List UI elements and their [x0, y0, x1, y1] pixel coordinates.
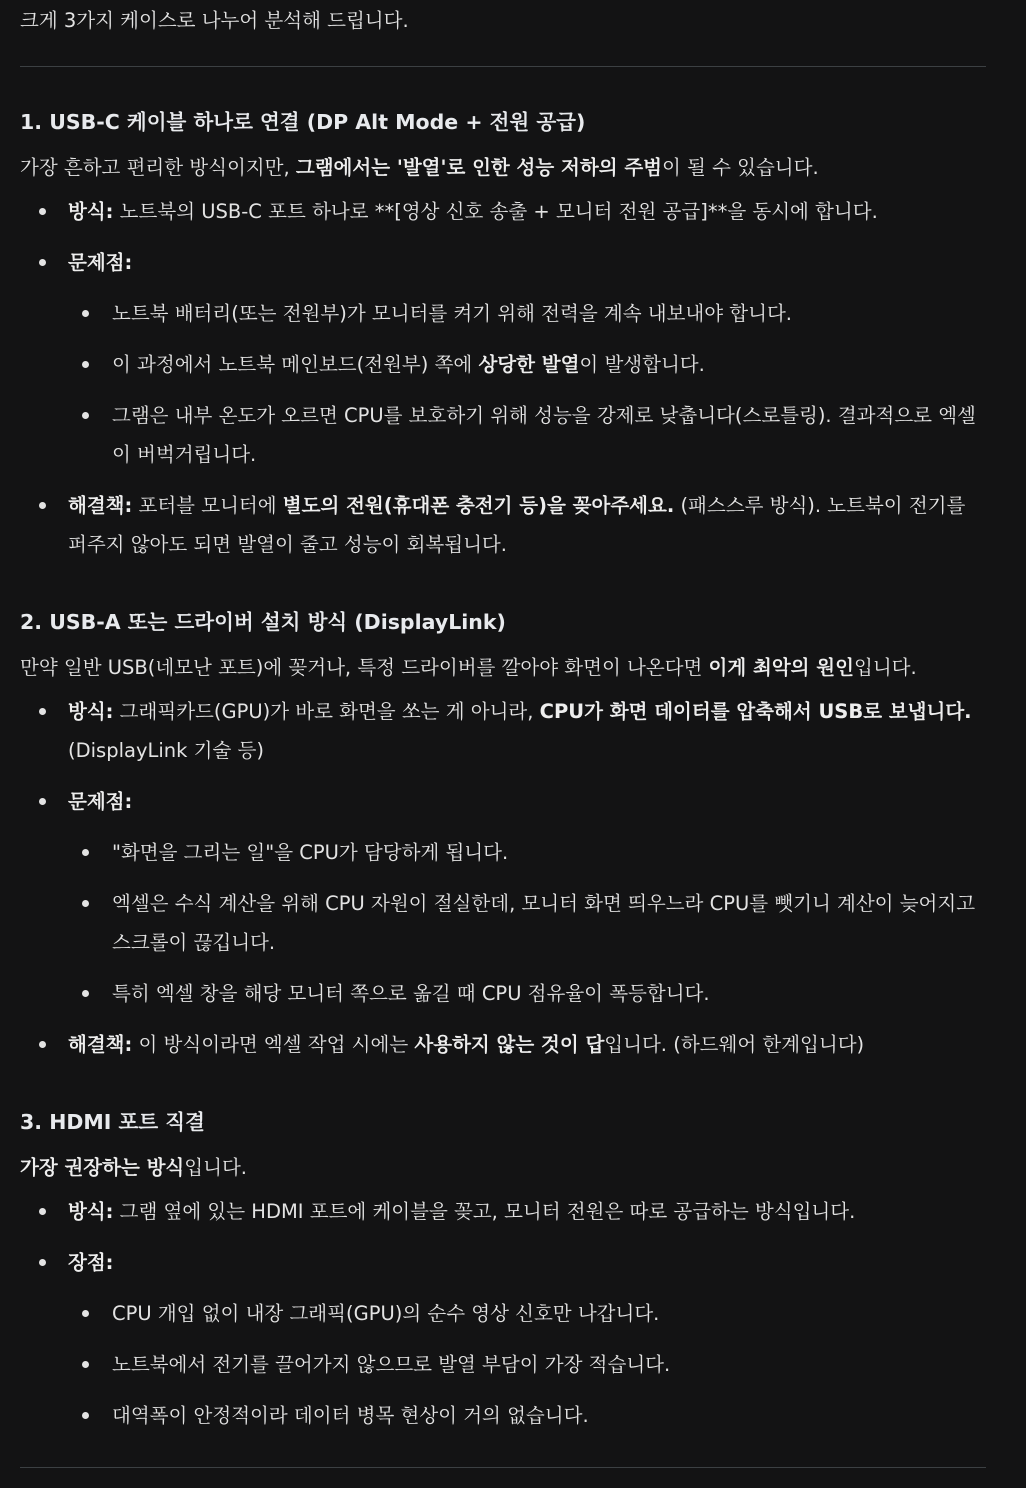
item-text: (DisplayLink 기술 등) [68, 739, 264, 762]
bullet-list [20, 692, 986, 1064]
item-label: 해결책: [68, 1033, 133, 1056]
lead-bold-text: 가장 권장하는 방식 [20, 1156, 185, 1179]
item-text: 이 발생합니다. [579, 353, 705, 376]
section-lead [20, 654, 986, 681]
item-label: 장점: [68, 1251, 114, 1274]
lead-bold-text: 그램에서는 '발열'로 인한 성능 저하의 주범 [295, 156, 662, 179]
bullet-list [20, 192, 986, 564]
item-label: 방식: [68, 200, 114, 223]
list-item-method [20, 692, 986, 770]
section-title: 3. HDMI 포트 직결 [20, 1110, 205, 1134]
list-item-problems [20, 243, 986, 474]
sub-list-item: CPU 개입 없이 내장 그래픽(GPU)의 순수 영상 신호만 나갑니다. [68, 1294, 986, 1333]
list-item-method [20, 1192, 986, 1231]
lead-text: 입니다. [853, 656, 917, 679]
section-title: 1. USB-C 케이블 하나로 연결 (DP Alt Mode + 전원 공급) [20, 110, 586, 134]
item-text: 입니다. (하드웨어 한계입니다) [604, 1033, 865, 1056]
sub-bullet-list [68, 833, 986, 1013]
item-text: 노트북 배터리(또는 전원부)가 모니터를 켜기 위해 전력을 계속 내보내야 합니다. [112, 302, 792, 325]
divider [20, 66, 986, 67]
sub-list-item [68, 294, 986, 333]
item-label: 방식: [68, 1200, 114, 1223]
sub-bullet-list [68, 294, 986, 474]
sub-list-item: 대역폭이 안정적이라 데이터 병목 현상이 거의 없습니다. [68, 1396, 986, 1435]
sub-list-item [68, 833, 986, 872]
section-lead [20, 154, 986, 181]
list-item-solution [20, 486, 986, 564]
item-label: 문제점: [68, 790, 133, 813]
item-text: 포터블 모니터에 [132, 494, 283, 517]
item-label: 방식: [68, 700, 114, 723]
section-title: 2. USB-A 또는 드라이버 설치 방식 (DisplayLink) [20, 610, 506, 634]
sub-bullet-list [68, 1294, 986, 1435]
sub-list-item [68, 974, 986, 1013]
list-item-advantages [20, 1243, 986, 1435]
item-text: 이 과정에서 노트북 메인보드(전원부) 쪽에 [112, 353, 479, 376]
bullet-list [20, 1192, 986, 1435]
list-item-method [20, 192, 986, 231]
sub-list-item [68, 884, 986, 962]
item-text: 그램 옆에 있는 HDMI 포트에 케이블을 꽂고, 모니터 전원은 따로 공급하는 방식입니다. [113, 1200, 856, 1223]
section-lead [20, 1154, 986, 1181]
response-content [20, 7, 986, 1435]
lead-text: 이 될 수 있습니다. [662, 156, 819, 179]
section-usb-c [20, 107, 986, 564]
item-text: 그램은 내부 온도가 오르면 CPU를 보호하기 위해 성능을 강제로 낮춥니다(스로틀링). 결과적으로 엑셀이 버벅거립니다. [112, 404, 976, 466]
lead-text: 만약 일반 USB(네모난 포트)에 꽂거나, 특정 드라이버를 깔아야 화면이 나온다면 [20, 656, 709, 679]
item-text: 특히 엑셀 창을 해당 모니터 쪽으로 옮길 때 CPU 점유율이 폭등합니다. [112, 982, 710, 1005]
item-label: 해결책: [68, 494, 133, 517]
section-hdmi [20, 1107, 986, 1435]
sub-list-item [68, 345, 986, 384]
section-displaylink [20, 607, 986, 1064]
item-bold-text: CPU가 화면 데이터를 압축해서 USB로 보냅니다. [539, 700, 972, 723]
list-item-solution [20, 1025, 986, 1064]
item-bold-text: 별도의 전원(휴대폰 충전기 등)을 꽂아주세요. [282, 494, 675, 517]
lead-bold-text: 이게 최악의 원인 [708, 656, 854, 679]
item-text: 엑셀은 수식 계산을 위해 CPU 자원이 절실한데, 모니터 화면 띄우느라 CPU를 뺏기니 계산이 늦어지고 스크롤이 끊깁니다. [112, 892, 976, 954]
lead-text: 입니다. [184, 1156, 247, 1179]
divider [20, 1467, 986, 1468]
lead-text: 가장 흔하고 편리한 방식이지만, [20, 156, 296, 179]
item-text: "화면을 그리는 일"을 CPU가 담당하게 됩니다. [112, 841, 509, 864]
sub-list-item: 노트북에서 전기를 끌어가지 않으므로 발열 부담이 가장 적습니다. [68, 1345, 986, 1384]
item-label: 문제점: [68, 251, 133, 274]
intro-text: 크게 3가지 케이스로 나누어 분석해 드립니다. [20, 9, 409, 32]
item-bold-text: 상당한 발열 [478, 353, 580, 376]
item-text: 그래픽카드(GPU)가 바로 화면을 쏘는 게 아니라, [113, 700, 540, 723]
item-text: 이 방식이라면 엑셀 작업 시에는 [132, 1033, 415, 1056]
list-item-problems [20, 782, 986, 1013]
item-text: (패스스루 방식). 노트북이 전기를 퍼주지 않아도 되면 발열이 줄고 성능이 회복됩니다. [68, 494, 966, 556]
sub-list-item [68, 396, 986, 474]
item-bold-text: 사용하지 않는 것이 답 [414, 1033, 605, 1056]
item-text: 노트북의 USB-C 포트 하나로 **[영상 신호 송출 + 모니터 전원 공급]**을 동시에 합니다. [113, 200, 878, 223]
